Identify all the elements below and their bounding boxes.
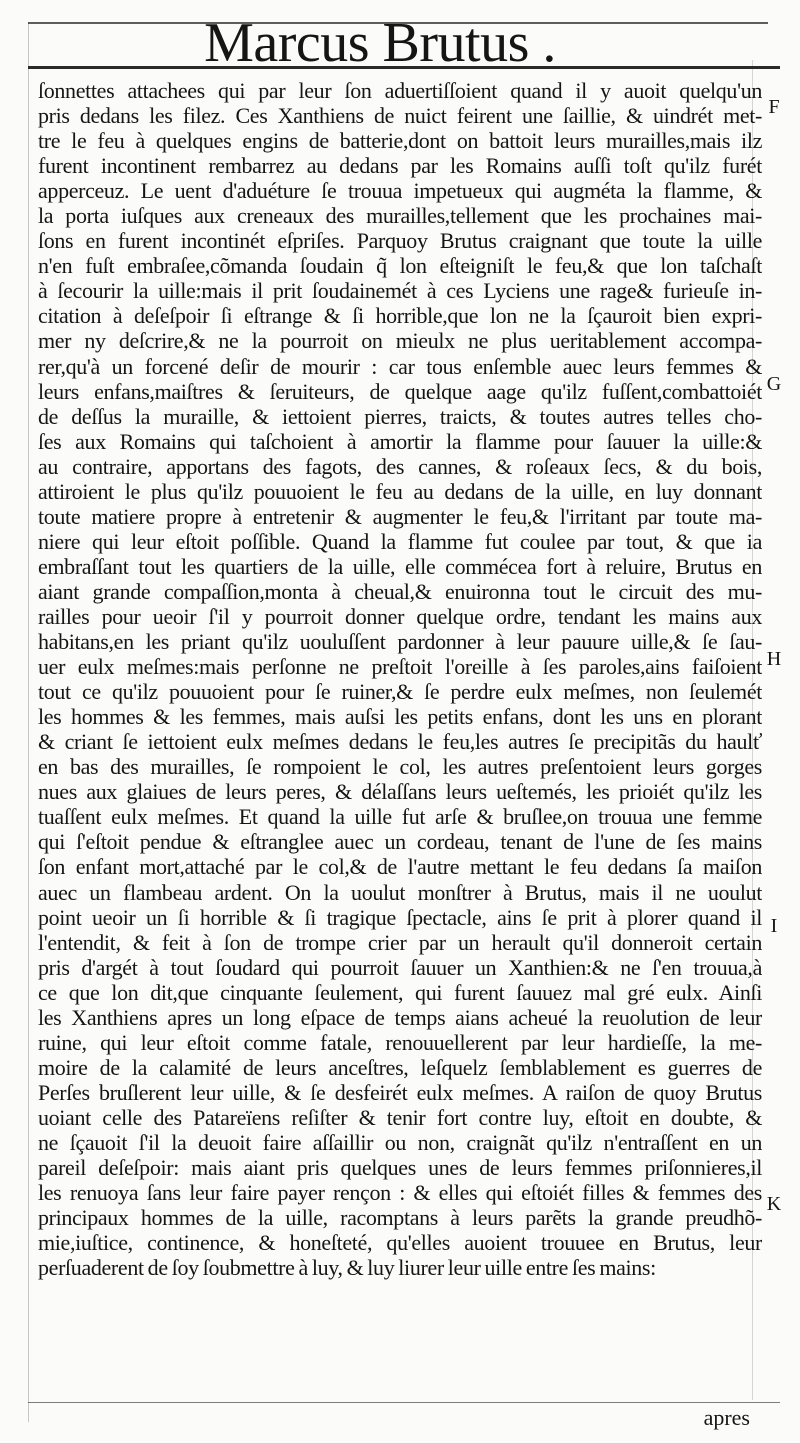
margin-letter-h: H — [766, 648, 782, 670]
text-line: rer,qu'à un forcené deſir de mourir : car tous enſemble auec leurs femmes & — [38, 353, 762, 379]
text-line: la porta iuſques aux creneaux des murailles,tellement que les prochaines mai- — [38, 203, 762, 229]
bottom-rule — [28, 1402, 780, 1403]
text-line: pris d'argét à tout ſoudard qui pourroit ſauuer un Xanthien:& ne ſ'en trouua,à — [38, 954, 762, 980]
text-line: apperceuz. Le uent d'aduéture ſe trouua impetueux qui augméta la flamme, & — [38, 178, 762, 204]
text-line: ſes aux Romains qui taſchoient à amortir la flamme pour ſauuer la uille:& — [38, 428, 762, 454]
text-line: Perſes bruſlerent leur uille, & ſe desfeirét eulx meſmes. A raiſon de quoy Brutus — [38, 1079, 762, 1105]
text-line: ruine, qui leur eſtoit comme fatale, renouuellerent par leur hardieſſe, la me- — [38, 1029, 762, 1055]
text-line: les Xanthiens apres un long eſpace de temps aians acheué la reuolution de leur — [38, 1004, 762, 1030]
text-line: principaux hommes de la uille, racomptans à leurs parẽts la grande preudhõ- — [38, 1205, 762, 1231]
text-line: leurs enfans,maiſtres & ſeruiteurs, de quelque aage qu'ilz fuſſent,combattoiét — [38, 378, 762, 404]
text-line: les hommes & les femmes, mais auſsi les petits enfans, dont les uns en plorant — [38, 704, 762, 730]
text-line: en bas des murailles, ſe rompoient le col, les autres preſentoient leurs gorges — [38, 754, 762, 780]
text-line: qui ſ'eſtoit pendue & eſtranglee auec un cordeau, tenant de l'une de ſes mains — [38, 829, 762, 855]
text-line: toute matiere propre à entretenir & augmenter le feu,& l'irritant par toute ma- — [38, 503, 762, 529]
body-text — [38, 78, 762, 1280]
text-line: & criant ſe iettoient eulx meſmes dedans le feu,les autres ſe precipitãs du haulť — [38, 729, 762, 755]
text-line: mie,iuſtice, continence, & honeſteté, qu'elles auoient trouuee en Brutus, leur — [38, 1230, 762, 1256]
text-line: ce que lon dit,que cinquante ſeulement, qui furent ſauuez mal gré eulx. Ainſi — [38, 979, 762, 1005]
text-line: furent incontinent rembarrez au dedans par les Romains auſſi toſt qu'ilz furét — [38, 153, 762, 179]
text-line: habitans,en les priant qu'ilz uouluſſent pardonner à leur pauure uille,& ſe ſau- — [38, 629, 762, 655]
text-line: ſons en furent incontinét eſpriſes. Parquoy Brutus craignant que toute la uille — [38, 228, 762, 254]
text-line: uoiant celle des Patareïens reſiſter & tenir fort contre luy, eſtoit en doubte, & — [38, 1104, 762, 1130]
text-line: à ſecourir la uille:mais il prit ſoudainemét à ces Lyciens une rage& furieuſe in- — [38, 278, 762, 304]
text-line: pris dedans les filez. Ces Xanthiens de nuict feirent une ſaillie, & uindrét met- — [38, 103, 762, 129]
text-line: pareil deſeſpoir: mais aiant pris quelques unes de leurs femmes priſonnieres,il — [38, 1155, 762, 1181]
margin-letter-k: K — [766, 1193, 782, 1215]
text-line: ſonnettes attachees qui par leur ſon aduertiſſoient quand il y auoit quelqu'un — [38, 78, 762, 103]
text-line: niere qui leur eſtoit poſſible. Quand la flamme fut coulee par tout, & que ia — [38, 528, 762, 554]
margin-letter-f: F — [768, 96, 780, 118]
margin-letter-i: I — [770, 915, 778, 937]
text-line: point ueoir un ſi horrible & ſi tragique ſpectacle, ains ſe prit à plorer quand il — [38, 904, 762, 930]
text-line: citation à deſeſpoir ſi eſtrange & ſi horrible,que lon ne la ſçauroit bien expri- — [38, 303, 762, 329]
text-line: moire de la calamité de leurs anceſtres, leſquelz ſemblablement es guerres de — [38, 1054, 762, 1080]
margin-letter-g: G — [766, 373, 782, 395]
left-margin-line — [28, 22, 29, 1422]
text-line: mer ny deſcrire,& ne la pourroit on mieulx ne plus ueritablement accompa- — [38, 328, 762, 354]
text-line: uer eulx meſmes:mais perſonne ne preſtoit l'oreille à ſes paroles,ains faiſoient — [38, 654, 762, 680]
text-line: ſon enfant mort,attaché par le col,& de l'autre mettant le feu dedans ſa maiſon — [38, 854, 762, 880]
text-line: n'en fuſt embraſee,cõmanda ſoudain q̃ lon eſteigniſt le feu,& que lon taſchaſt — [38, 253, 762, 279]
catchword: apres — [703, 1405, 750, 1430]
text-line: ne ſçauoit ſ'il la deuoit faire aſſaillir ou non, craignãt qu'ilz n'entraſſent en un — [38, 1129, 762, 1155]
text-line: tuaſſent eulx meſmes. Et quand la uille fut arſe & bruſlee,on trouua une femme — [38, 804, 762, 830]
text-line: aiant grande compaſſion,monta à cheual,& enuironna tout le circuit des mu- — [38, 578, 762, 604]
text-line: attiroient le plus qu'ilz pouuoient le feu au dedans de la uille, en luy donnant — [38, 478, 762, 504]
text-line: au contraire, apportans des fagots, des cannes, & roſeaux ſecs, & du bois, — [38, 453, 762, 479]
text-line: tout ce qu'ilz pouuoient pour ſe ruiner,& ſe perdre eulx meſmes, non ſeulemét — [38, 679, 762, 705]
text-line: embraſſant tout les quartiers de la uille, elle commécea fort à reluire, Brutus en — [38, 553, 762, 579]
running-head-title: Marcus Brutus . — [204, 12, 556, 74]
text-line: railles pour ueoir ſ'il y pourroit donner quelque ordre, tendant les mains aux — [38, 603, 762, 629]
text-line: tre le feu à quelques engins de batterie,dont on battoit leurs murailles,mais ilz — [38, 128, 762, 154]
text-line: nues aux glaiues de leurs peres, & délaſſans leurs ueſtemés, les prioiét qu'ilz les — [38, 779, 762, 805]
text-line: de deſſus la muraille, & iettoient pierres, traicts, & toutes autres telles cho- — [38, 403, 762, 429]
text-line: l'entendit, & feit à ſon de trompe crier par un herault qu'il donneroit certain — [38, 929, 762, 955]
text-line: auec un flambeau ardent. On la uoulut monſtrer à Brutus, mais il ne uoulut — [38, 879, 762, 905]
text-line: les renuoya ſans leur faire payer rençon : & elles qui eſtoiét filles & femmes des — [38, 1180, 762, 1206]
text-line: perſuaderent de ſoy ſoubmettre à luy, & luy liurer leur uille entre ſes mains: — [38, 1255, 656, 1281]
